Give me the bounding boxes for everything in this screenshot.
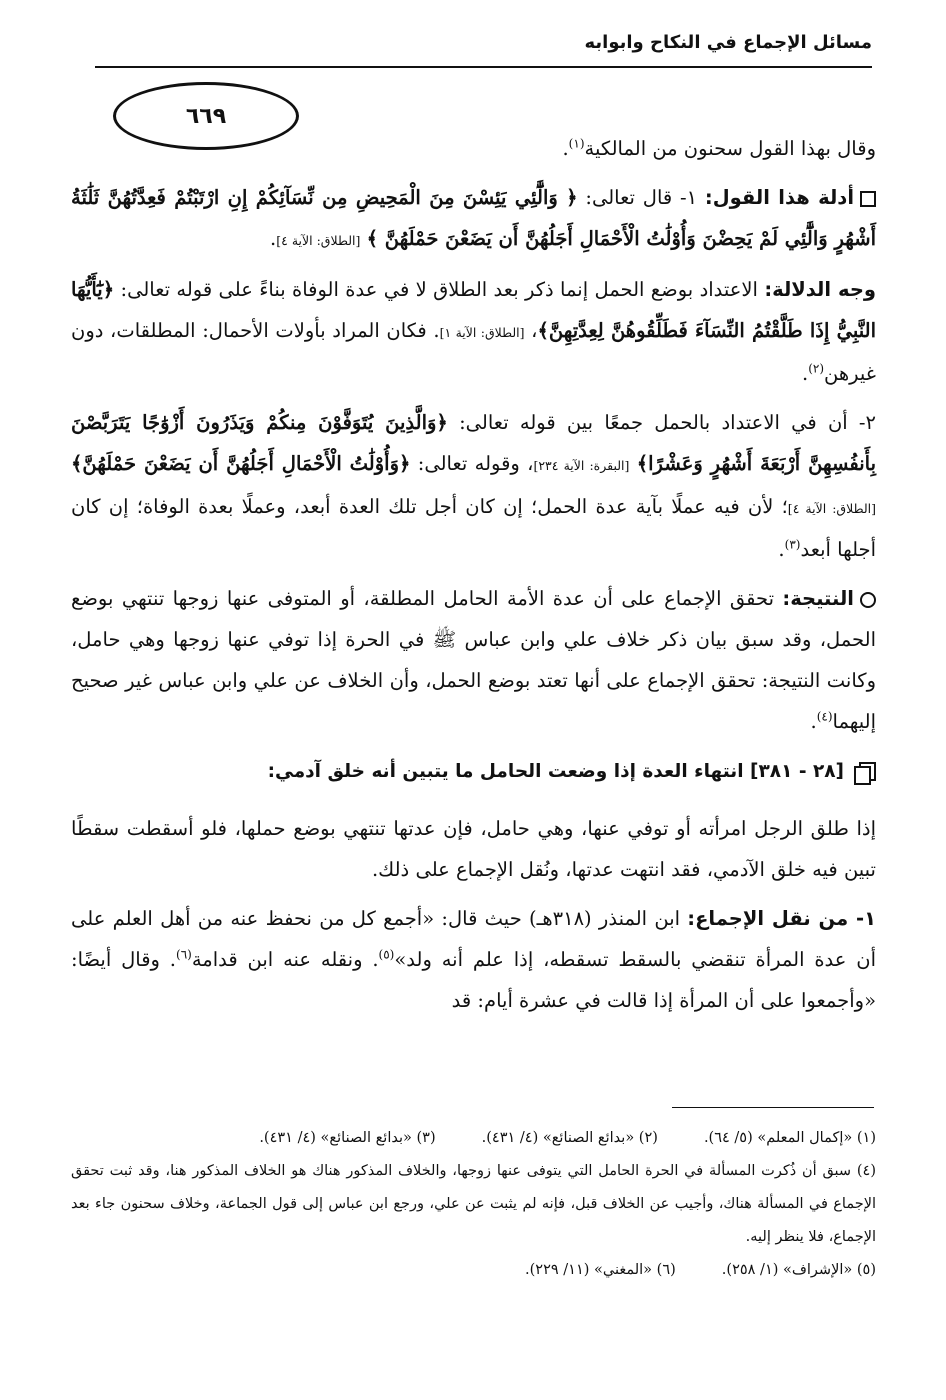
page-header [95,32,872,129]
body-text [71,128,876,1029]
footnotes [71,1122,876,1287]
footnote-1: (١) «إكمال المعلم» (٥/ ٦٤). [703,1130,876,1146]
punctuation: . [270,227,277,250]
footnote-2: (٢) «بدائع الصنائع» (٤/ ٤٣١). [481,1130,658,1146]
footnote-ref: (٦) [176,947,192,962]
paragraph-text: إذا طلق الرجل امرأته أو توفي عنها، وهي حامل، فإن عدتها تنتهي بوضع حملها، فلو أسقطت سقطًا تبين فيه خلق الآدمي، فقد انتهت عدتها، ونُقل الإجماع على ذلك. [71,817,876,881]
footnote-ref: (٣) [784,537,801,552]
paragraph-text: وقال بهذا القول سحنون من المالكية [584,137,876,160]
section-heading [71,754,876,790]
footnote-ref: (٢) [808,361,825,376]
paragraph-text: ، وقوله تعالى: [410,452,534,475]
paragraph-text: الاعتداد بوضع الحمل إنما ذكر بعد الطلاق لا في عدة الوفاة بناءً على قوله تعالى: [114,278,765,301]
quran-verse: ﴿وَأُوْلَٰتُ الْأَحْمَالِ أَجَلُهُنَّ أَن يَضَعْنَ حَمْلَهُنَّ﴾ [71,452,411,475]
quran-verse: ﴿يَٰٓأَيُّهَا النَّبِيُّ إِذَا طَلَّقْتُمُ النِّسَآءَ فَطَلِّقُوهُنَّ لِعِدَّتِهِنَّ﴾ [71,278,876,342]
paragraph-indication: وجه الدلالة: الاعتداد بوضع الحمل إنما ذكر بعد الطلاق لا في عدة الوفاة بناءً على قوله تعالى: ﴿يَٰٓأَيُّهَا النَّبِيُّ إِذَا طَلَّقْتُمُ النِّسَآءَ فَطَلِّقُوهُنَّ لِعِدَّتِهِنَّ﴾، [الطلاق: الآية ١]. فكان المراد بأولات الأحمال: المطلقات، دون غيرهن$^{(٢)}$. [71,278,877,385]
footnote-6: (٦) «المغني» (١١/ ٢٢٩). [525,1262,676,1278]
page-number: ٦٦٩ [185,103,227,129]
paragraph-sahnun [71,128,876,169]
footnote-5: (٥) «الإشراف» (١/ ٢٥٨). [721,1262,876,1278]
verse-reference: [البقرة: الآية ٢٣٤] [533,458,630,473]
paragraph-result [71,578,876,742]
punctuation: . [778,538,785,561]
square-bullet-icon [860,191,876,207]
punctuation: . [802,362,809,385]
quran-verse: ﴿وَالَّذِينَ يُتَوَفَّوْنَ مِنكُمْ وَيَذَرُونَ أَزْوَٰجًا يَتَرَبَّصْنَ بِأَنفُسِهِنَّ أَرْبَعَةَ أَشْهُرٍ وَعَشْرًا﴾ [71,411,877,475]
paragraph-text: ؛ لأن فيه عملًا بآية عدة الحمل؛ إن كان أجل تلك العدة أبعد، وعملًا بعدة الوفاة؛ إن كان أجلها أبعد [71,495,876,561]
running-title: مسائل الإجماع في النكاح وابوابه [584,32,872,53]
paragraph-evidence [71,177,876,261]
label-evidence: أدلة هذا القول: [704,186,854,209]
circle-bullet-icon [860,592,876,608]
paragraph-text: ١- قال تعالى: [577,186,705,209]
header-rule [95,66,872,68]
paragraph-text: ٢- أن في الاعتداد بالحمل جمعًا بين قوله تعالى: [447,411,877,434]
punctuation: . [562,137,569,160]
label-transmitters: ١- من نقل الإجماع: [687,907,877,930]
paragraph-second-evidence [71,402,876,570]
label-indication: وجه الدلالة: [764,278,877,301]
footnote-row [71,1254,876,1287]
footnote-row [71,1122,876,1155]
verse-reference: [الطلاق: الآية ٤] [276,233,361,248]
footnote-ref: (١) [568,136,585,151]
paragraph-issue [71,808,876,890]
footnote-separator [672,1107,874,1108]
footnote-4: (٤) سبق أن ذُكرت المسألة في الحرة الحامل التي يتوفى عنها زوجها، والخلاف المذكور هناك هو الخلاف المذكور هنا، وقد ثبت تحقق الإجماع في المسألة هناك، وأجيب عن الخلاف قبل، فإنه لم يثبت عن علي، ورجع ابن عباس إلى قول الجماعة، وخلاف سحنون جاء بعد الإجماع، فلا ينظر إليه. [71,1163,876,1245]
verse-reference: [الطلاق: الآية ٤] [787,501,876,516]
paragraph-text: . فكان المراد بأولات الأحمال: المطلقات، دون غيرهن [71,319,876,385]
paragraph-text: . وقال أيضًا: «وأجمعوا على أن المرأة إذا قالت في عشرة أيام: قد [71,948,876,1012]
section-heading-text: [٢٨ - ٣٨١] انتهاء العدة إذا وضعت الحامل ما يتبين أنه خلق آدمي: [267,761,844,782]
verse-reference: [الطلاق: الآية ١] [439,325,525,340]
paragraph-text: تحقق الإجماع على أن عدة الأمة الحامل المطلقة، أو المتوفى عنها زوجها تنتهي بوضع الحمل، وقد سبق بيان ذكر خلاف علي وابن عباس ﷺ في الحرة إذا توفي عنها زوجها وهي حامل، وكانت النتيجة: تحقق الإجماع على أنها تعتد بوضع الحمل، وأن الخلاف عن علي وابن عباس غير صحيح إليهما [71,587,876,733]
paragraph-text: ابن المنذر (٣١٨هـ) حيث قال: «أجمع كل من نحفظ عنه من أهل العلم على أن عدة المرأة تنقضي بالسقط تسقطه، إذا علم أنه ولد» [71,907,876,971]
quran-verse: ﴿ وَالَّٰٓئِي يَئِسْنَ مِنَ الْمَحِيضِ مِن نِّسَآئِكُمْ إِنِ ارْتَبْتُمْ فَعِدَّتُهُنَّ ثَلَٰثَةُ أَشْهُرٍ وَالَّٰٓئِي لَمْ يَحِضْنَ وَأُوْلَٰتُ الْأَحْمَالِ أَجَلُهُنَّ أَن يَضَعْنَ حَمْلَهُنَّ ﴾ [71,186,876,250]
paragraph-consensus-transmitters [71,898,876,1021]
footnote-ref: (٥) [378,947,395,962]
label-result: النتيجة: [782,587,854,610]
footnote-ref: (٤) [816,709,833,724]
punctuation: . [810,710,817,733]
footnote-3: (٣) «بدائع الصنائع» (٤/ ٤٣١). [259,1130,436,1146]
documents-icon [854,762,876,782]
paragraph-text: . ونقله عنه ابن قدامة [191,948,379,971]
